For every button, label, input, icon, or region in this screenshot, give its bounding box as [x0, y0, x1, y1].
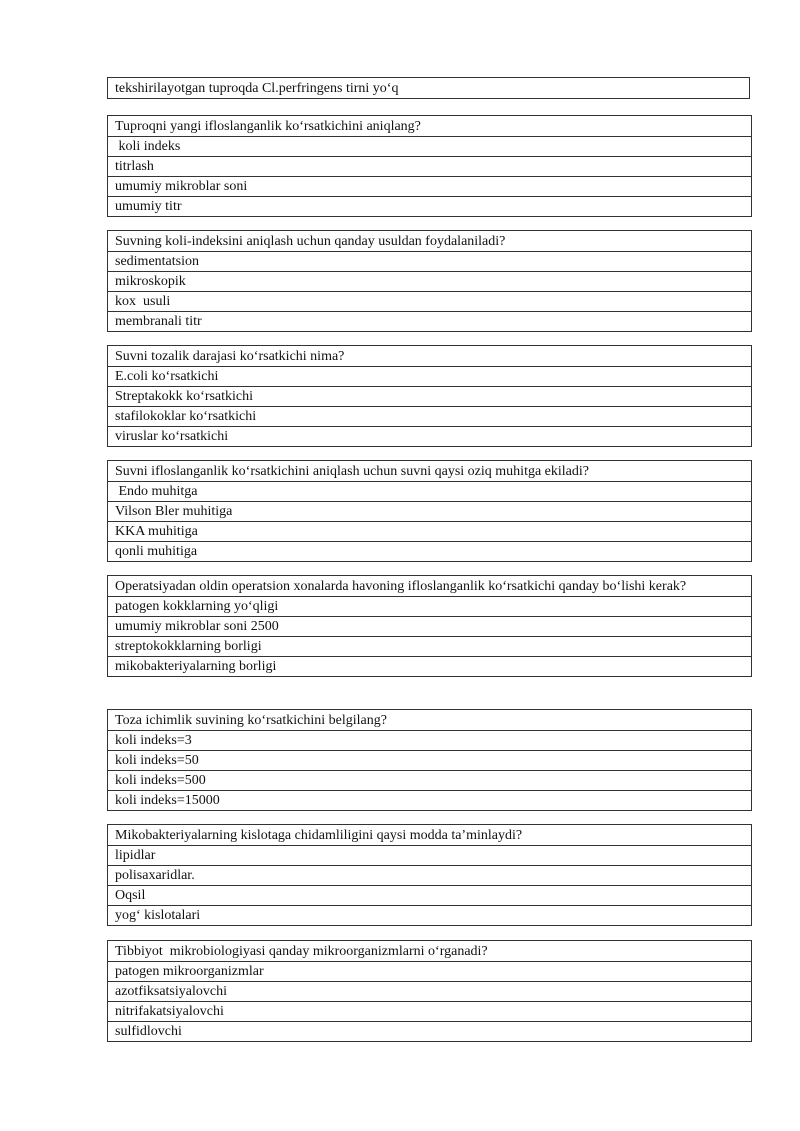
question-text: Operatsiyadan oldin operatsion xonalarda havoning ifloslanganlik ko‘rsatkichi qanday bo‘lishi kerak?: [115, 579, 687, 594]
answer-option: stafilokoklar ko‘rsatkichi: [108, 406, 751, 426]
answer-option: yog‘ kislotalari: [108, 905, 751, 925]
question-text: Suvning koli-indeksini aniqlash uchun qanday usuldan foydalaniladi?: [115, 234, 506, 249]
question-text: Suvni ifloslanganlik ko‘rsatkichini aniqlash uchun suvni qaysi oziq muhitga ekiladi?: [115, 464, 589, 479]
question-text: Toza ichimlik suvining ko‘rsatkichini belgilang?: [115, 713, 387, 728]
question-table-1: [107, 77, 750, 99]
answer-option: Vilson Bler muhitiga: [108, 501, 751, 521]
answer-option: qonli muhitiga: [108, 541, 751, 561]
question-table-6: [107, 575, 752, 677]
answer-option: lipidlar: [108, 845, 751, 865]
answer-option: streptokokklarning borligi: [108, 636, 751, 656]
answer-option: KKA muhitiga: [108, 521, 751, 541]
answer-option: azotfiksatsiyalovchi: [108, 981, 751, 1001]
answer-option: polisaxaridlar.: [108, 865, 751, 885]
question-text: Suvni tozalik darajasi ko‘rsatkichi nima?: [115, 349, 345, 364]
question-text: Tuproqni yangi ifloslanganlik ko‘rsatkichini aniqlang?: [115, 119, 421, 134]
answer-option: sedimentatsion: [108, 251, 751, 271]
answer-option: membranali titr: [108, 311, 751, 331]
answer-option: kox usuli: [108, 291, 751, 311]
answer-option: E.coli ko‘rsatkichi: [108, 366, 751, 386]
answer-option: koli indeks=15000: [108, 790, 751, 810]
question-text: tekshirilayotgan tuproqda Cl.perfringens tirni yo‘q: [115, 81, 399, 96]
question-table-7: [107, 709, 752, 811]
answer-option: koli indeks=3: [108, 730, 751, 750]
answer-option: koli indeks: [108, 136, 751, 156]
answer-option: sulfidlovchi: [108, 1021, 751, 1041]
answer-option: mikobakteriyalarning borligi: [108, 656, 751, 676]
question-table-4: [107, 345, 752, 447]
answer-option: Oqsil: [108, 885, 751, 905]
answer-option: umumiy mikroblar soni 2500: [108, 616, 751, 636]
question-table-5: [107, 460, 752, 562]
question-text: Tibbiyot mikrobiologiyasi qanday mikroorganizmlarni o‘rganadi?: [115, 944, 488, 959]
answer-option: koli indeks=50: [108, 750, 751, 770]
question-table-2: [107, 115, 752, 217]
answer-option: viruslar ko‘rsatkichi: [108, 426, 751, 446]
answer-option: patogen kokklarning yo‘qligi: [108, 596, 751, 616]
answer-option: umumiy titr: [108, 196, 751, 216]
answer-option: mikroskopik: [108, 271, 751, 291]
answer-option: nitrifakatsiyalovchi: [108, 1001, 751, 1021]
answer-option: koli indeks=500: [108, 770, 751, 790]
answer-option: Endo muhitga: [108, 481, 751, 501]
answer-option: patogen mikroorganizmlar: [108, 961, 751, 981]
question-text: Mikobakteriyalarning kislotaga chidamliligini qaysi modda ta’minlaydi?: [115, 828, 523, 843]
answer-option: umumiy mikroblar soni: [108, 176, 751, 196]
answer-option: Streptakokk ko‘rsatkichi: [108, 386, 751, 406]
question-table-8: [107, 824, 752, 926]
question-table-3: [107, 230, 752, 332]
answer-option: titrlash: [108, 156, 751, 176]
question-table-9: [107, 940, 752, 1042]
